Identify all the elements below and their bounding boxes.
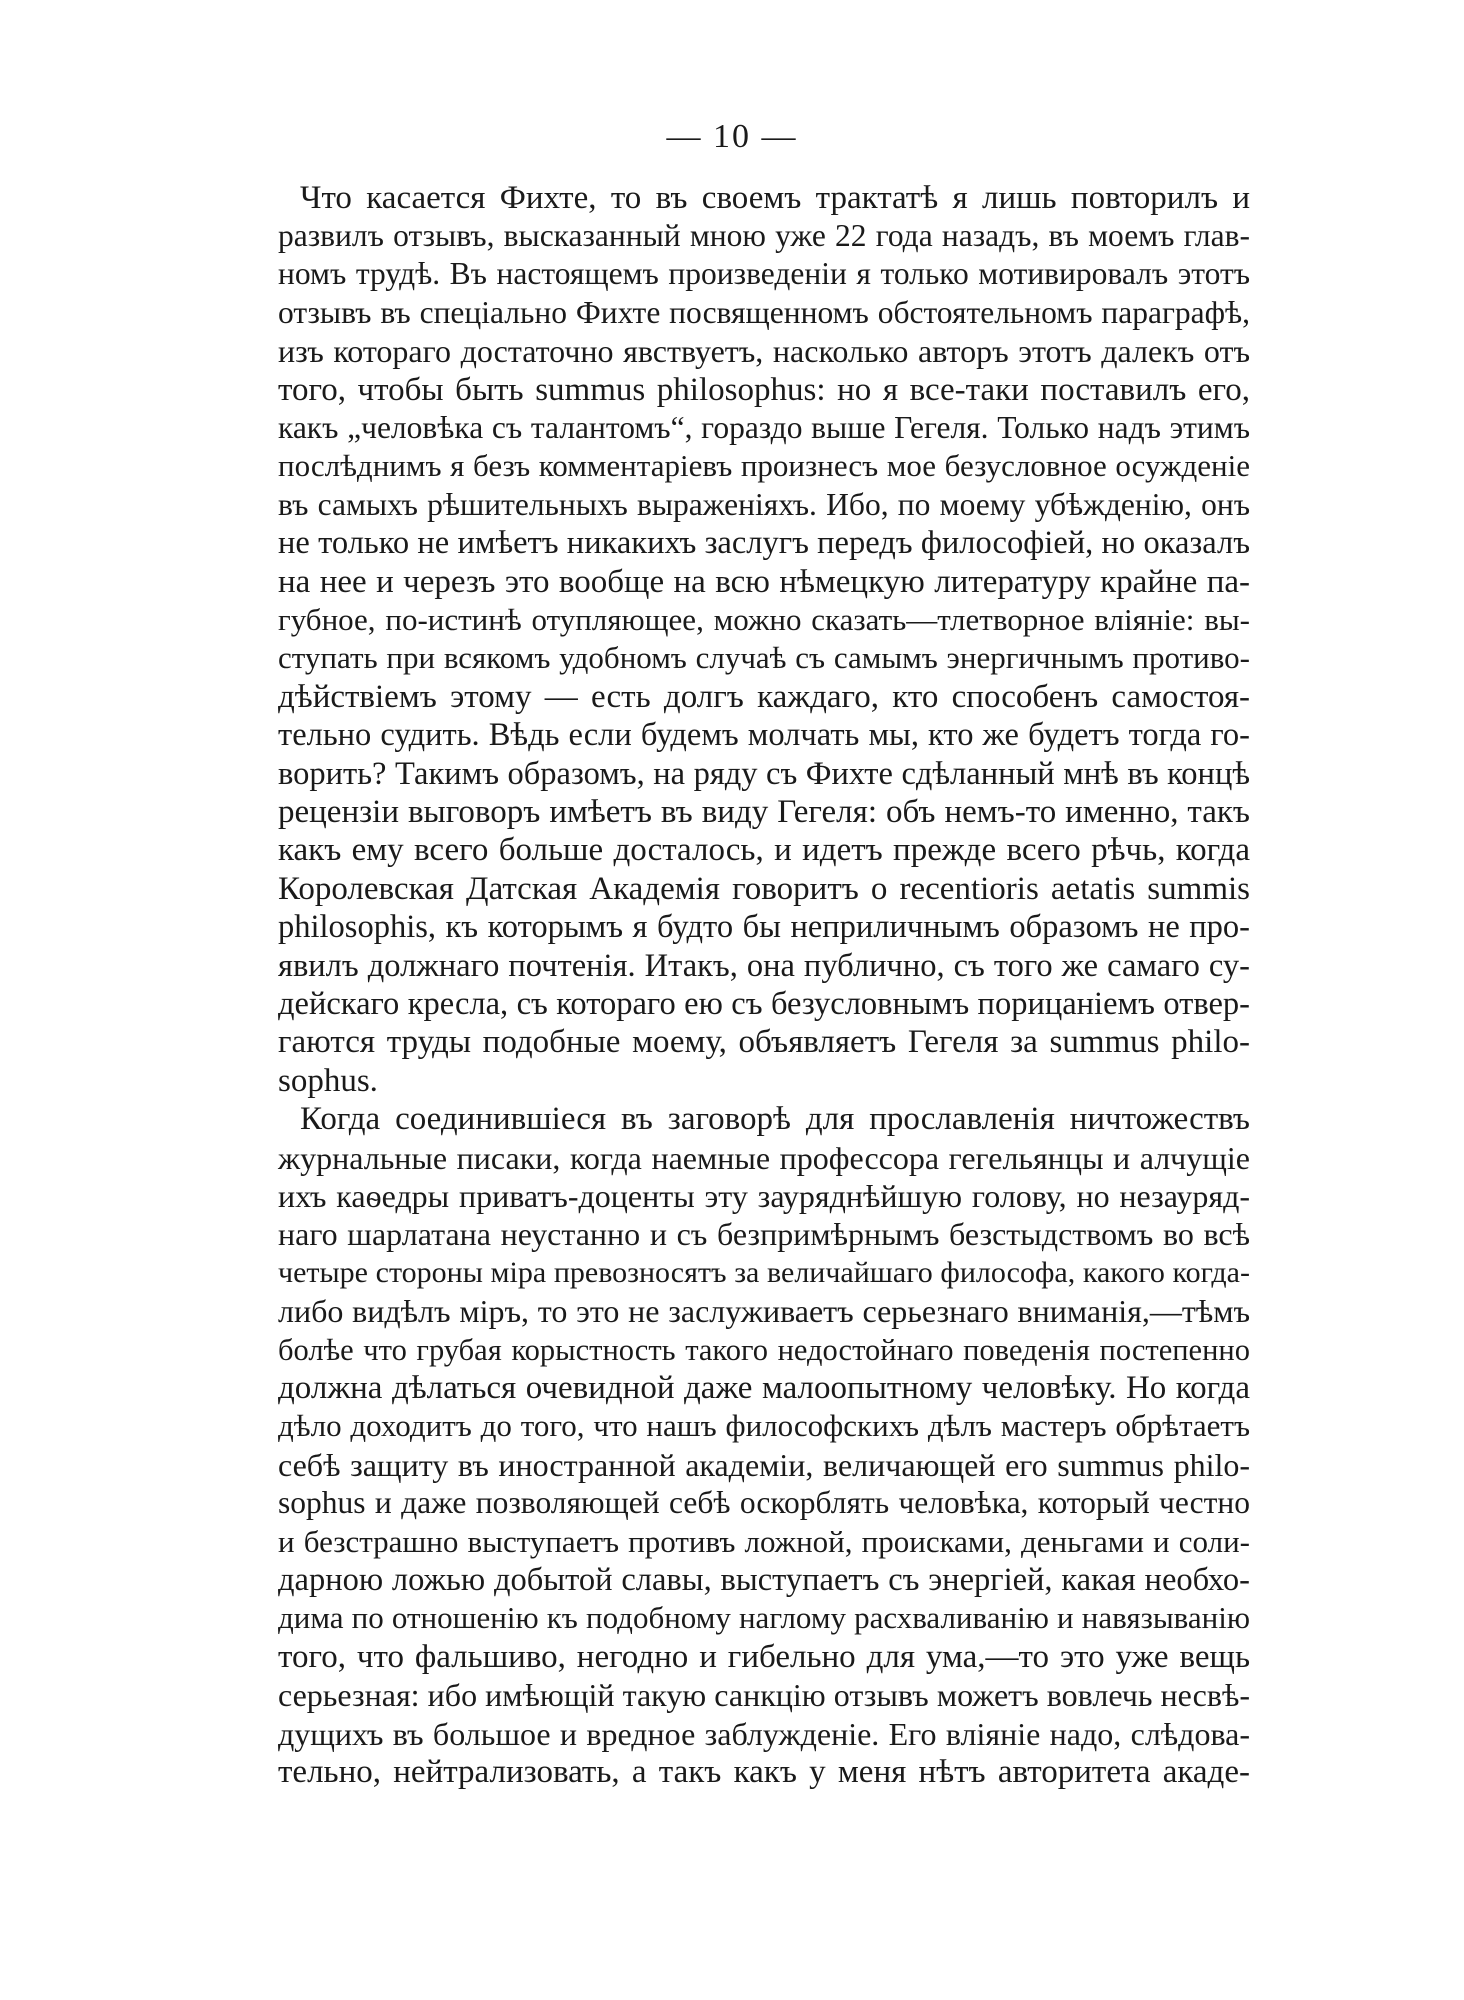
text-line: серьезная: ибо имѣющiй такую санкцiю отзывъ можетъ вовлечь несвѣ- [278,1677,1250,1713]
text-line: того, что фальшиво, негодно и гибельно для ума,—то это уже вещь [278,1639,1250,1675]
text-line: sophus. [278,1063,378,1099]
text-line: sophus и даже позволяющей себѣ оскорблять человѣка, который честно [278,1485,1250,1520]
text-line: изъ котораго достаточно явствуетъ, насколько авторъ этотъ далекъ отъ [278,333,1250,369]
text-line: дарною ложью добытой славы, выступаетъ съ энергiей, какая необхо- [278,1562,1250,1598]
text-line: рецензiи выговоръ имѣетъ въ виду Гегеля: объ немъ-то именно, такъ [278,794,1250,830]
text-line: губное, по-истинѣ отупляющее, можно сказать—тлетворное влiянiе: вы- [278,602,1250,637]
text-line: какъ ему всего больше досталось, и идетъ прежде всего рѣчь, когда [278,832,1250,868]
text-line: наго шарлатана неустанно и съ безпримѣрнымъ безстыдствомъ во всѣ [278,1216,1250,1252]
text-line: и безстрашно выступаетъ противъ ложной, происками, деньгами и соли- [278,1524,1250,1559]
text-line: гаются труды подобные моему, объявляетъ Гегеля за summus philo- [278,1024,1250,1060]
text-line: дейскаго кресла, съ котораго ею съ безусловнымъ порицанiемъ отвер- [278,986,1250,1022]
text-line: дима по отношенiю къ подобному наглому расхваливанiю и навязыванiю [278,1600,1250,1635]
text-line: отзывъ въ спецiально Фихте посвященномъ обстоятельномъ параграфѣ, [278,295,1250,330]
text-line: Королевская Датская Академiя говоритъ о recentioris aetatis summis [278,871,1250,907]
text-line: Что касается Фихте, то въ своемъ трактатѣ я лишь повторилъ и [300,180,1250,216]
text-line: номъ трудѣ. Въ настоящемъ произведенiи я только мотивировалъ этотъ [278,256,1250,291]
text-line: себѣ защиту въ иностранной академiи, величающей его summus philo- [278,1447,1250,1483]
text-line: въ самыхъ рѣшительныхъ выраженiяхъ. Ибо, по моему убѣжденiю, онъ [278,487,1250,522]
text-line: ихъ каѳедры приватъ-доценты эту зауряднѣйшую голову, но незауряд- [278,1178,1250,1214]
text-line: дущихъ въ большое и вредное заблужденiе. Его влiянiе надо, слѣдова- [278,1716,1250,1752]
text-line: либо видѣлъ мiръ, то это не заслуживаетъ серьезнаго вниманiя,—тѣмъ [278,1293,1250,1329]
text-line: журнальные писаки, когда наемные профессора гегельянцы и алчущiе [278,1140,1250,1176]
text-line: дѣйствiемъ этому — есть долгъ каждаго, кто способенъ самостоя- [278,679,1250,715]
text-line: явилъ должнаго почтенiя. Итакъ, она публично, съ того же самаго су- [278,948,1250,984]
text-line: должна дѣлаться очевидной даже малоопытному человѣку. Но когда [278,1370,1250,1406]
text-line: болѣе что грубая корыстность такого недостойнаго поведенiя постепенно [278,1333,1250,1367]
text-line: Когда соединившiеся въ заговорѣ для прославленiя ничтожествъ [300,1101,1250,1137]
text-line: тельно, нейтрализовать, а такъ какъ у меня нѣтъ авторитета акаде- [278,1754,1250,1790]
text-line: ступать при всякомъ удобномъ случаѣ съ самымъ энергичнымъ противо- [278,640,1250,675]
text-line: четыре стороны мiра превозносятъ за величайшаго философа, какого когда- [278,1256,1250,1289]
text-line: дѣло доходитъ до того, что нашъ философскихъ дѣлъ мастеръ обрѣтаетъ [278,1408,1250,1443]
text-line: какъ „человѣка съ талантомъ“, гораздо выше Гегеля. Только надъ этимъ [278,410,1250,445]
text-line: на нее и черезъ это вообще на всю нѣмецкую литературу крайне па- [278,564,1250,600]
text-line: ворить? Такимъ образомъ, на ряду съ Фихте сдѣланный мнѣ въ концѣ [278,756,1250,792]
text-line: послѣднимъ я безъ комментарiевъ произнесъ мое безусловное осужденiе [278,448,1250,483]
text-line: тельно судить. Вѣдь если будемъ молчать мы, кто же будетъ тогда го- [278,717,1250,753]
text-line: philosophis, къ которымъ я будто бы неприличнымъ образомъ не про- [278,909,1250,945]
text-line: того, чтобы быть summus philosophus: но я все-таки поставилъ его, [278,372,1250,408]
text-line: не только не имѣетъ никакихъ заслугъ передъ философiей, но оказалъ [278,525,1250,561]
text-line: развилъ отзывъ, высказанный мною уже 22 года назадъ, въ моемъ глав- [278,218,1250,253]
page-number: — 10 — [666,118,798,155]
